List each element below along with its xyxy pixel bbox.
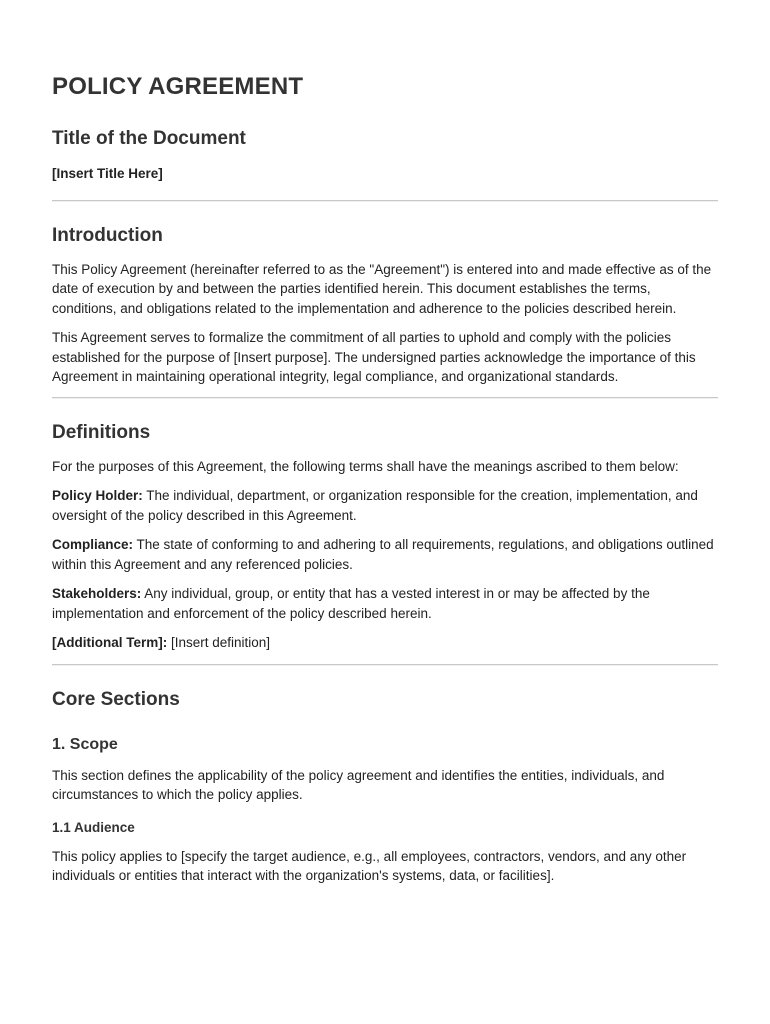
definitions-intro: For the purposes of this Agreement, the following terms shall have the meanings ascribed to them below:	[52, 458, 679, 474]
section-divider	[52, 397, 718, 399]
definition-text: The state of conforming to and adhering to all requirements, regulations, and obligations outlined within this Agreement and any referenced policies.	[52, 537, 714, 572]
introduction-paragraph-2: This Agreement serves to formalize the commitment of all parties to uphold and comply with the policies established for the purpose of [Insert purpose]. The undersigned parties acknowledge the importance of this Agreement in maintaining operational integrity, legal compliance, and organizational standards.	[52, 330, 696, 384]
definitions-heading: Definitions	[52, 421, 151, 443]
definition-term: [Additional Term]:	[52, 635, 168, 650]
definition-item-additional-term	[52, 633, 718, 653]
section-divider	[52, 664, 718, 666]
title-of-document-heading: Title of the Document	[52, 128, 246, 149]
title-placeholder: [Insert Title Here]	[52, 166, 163, 181]
document-main-title: POLICY AGREEMENT	[52, 73, 304, 100]
definition-item-policy-holder	[52, 486, 718, 525]
definition-term: Compliance:	[52, 537, 134, 552]
definition-text: The individual, department, or organization responsible for the creation, implementation, and oversight of the policy described in this Agreement.	[52, 488, 698, 523]
definition-text: [Insert definition]	[167, 635, 271, 650]
audience-paragraph: This policy applies to [specify the target audience, e.g., all employees, contractors, vendors, and any other individuals or entities that interact with the organization's systems, data, or facilities].	[52, 848, 687, 883]
definition-text: Any individual, group, or entity that has a vested interest in or may be affected by the implementation and enforcement of the policy described herein.	[52, 586, 650, 621]
definition-item-compliance	[52, 535, 718, 574]
scope-heading: 1. Scope	[52, 735, 118, 753]
definition-term: Stakeholders:	[52, 586, 142, 601]
scope-paragraph: This section defines the applicability of the policy agreement and identifies the entities, individuals, and circumstances to which the policy applies.	[52, 767, 665, 802]
core-sections-heading: Core Sections	[52, 688, 180, 710]
audience-heading: 1.1 Audience	[52, 819, 135, 835]
definition-item-stakeholders	[52, 584, 718, 623]
definition-term: Policy Holder:	[52, 488, 143, 503]
section-divider	[52, 200, 718, 202]
introduction-heading: Introduction	[52, 224, 163, 246]
introduction-paragraph-1: This Policy Agreement (hereinafter referred to as the "Agreement") is entered into and made effective as of the date of execution by and between the parties identified herein. This document establishes the terms, conditions, and obligations related to the implementation and adherence to the policies described herein.	[52, 261, 712, 316]
